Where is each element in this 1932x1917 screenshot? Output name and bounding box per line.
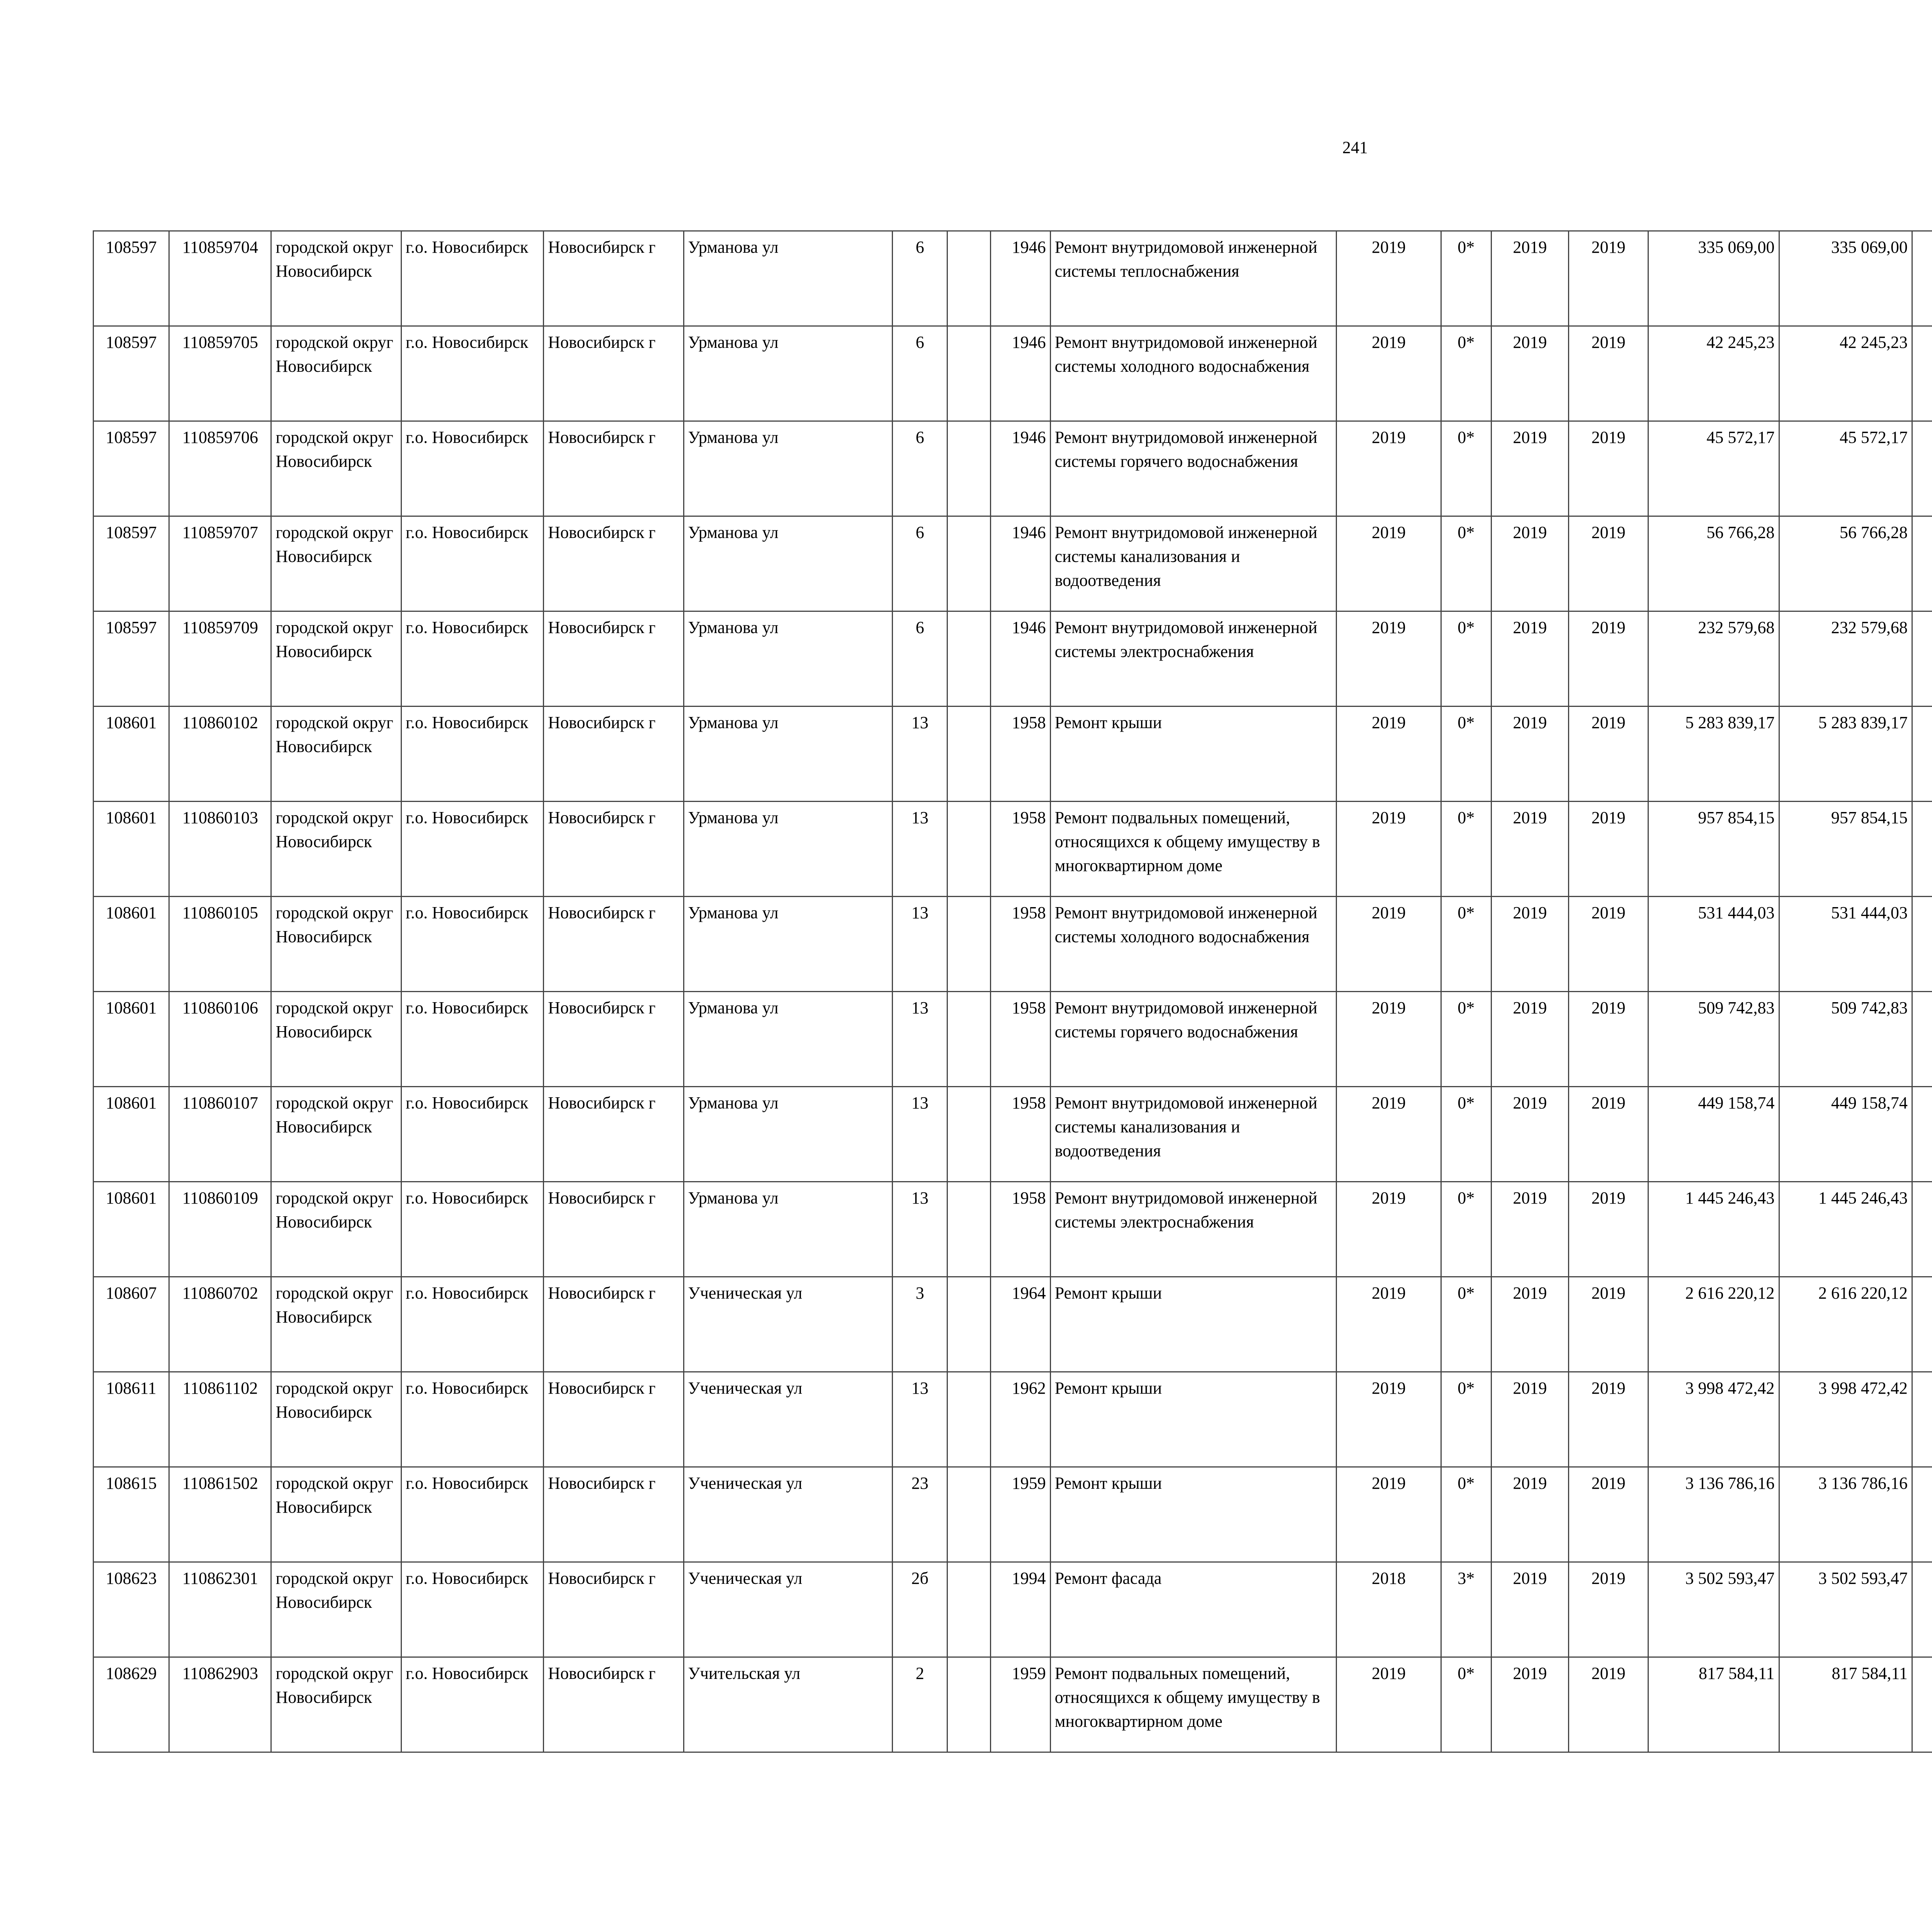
cell-work-type: Ремонт крыши [1050,1372,1337,1467]
cell-house: 13 [893,1182,947,1277]
cell-shift: 0* [1441,897,1491,992]
cell-municipality: г.о. Новосибирск [401,992,543,1087]
cell-district: городской округ Новосибирск [271,611,401,707]
cell-locality: Новосибирск г [544,1277,684,1372]
cell-id: 108601 [94,802,169,897]
cell-municipality: г.о. Новосибирск [401,611,543,707]
table-row [94,516,1932,611]
cell-street: Урманова ул [684,1182,893,1277]
cell-year-from: 2019 [1491,1372,1568,1467]
cell-house: 13 [893,1087,947,1182]
cell-municipality: г.о. Новосибирск [401,897,543,992]
cell-shift: 0* [1441,231,1491,326]
cell-id: 108607 [94,1277,169,1372]
cell-cost-total: 232 579,68 [1779,611,1912,707]
cell-building [947,707,991,802]
cell-shift: 0* [1441,1277,1491,1372]
cell-locality: Новосибирск г [544,1087,684,1182]
cell-street: Урманова ул [684,326,893,421]
cell-cost: 5 283 839,17 [1648,707,1779,802]
cell-work-type: Ремонт внутридомовой инженерной системы электроснабжения [1050,1182,1337,1277]
capital-repair-table [93,230,1932,1753]
cell-cost-total: 957 854,15 [1779,802,1912,897]
cell-house: 13 [893,897,947,992]
table-row [94,1182,1932,1277]
cell-house: 6 [893,421,947,516]
cell-street: Ученическая ул [684,1562,893,1657]
cell-cost-total: 531 444,03 [1779,897,1912,992]
cell-year-from: 2019 [1491,802,1568,897]
cell-year-from: 2019 [1491,707,1568,802]
cell-year-to: 2019 [1568,231,1648,326]
cell-street: Урманова ул [684,611,893,707]
cell-locality: Новосибирск г [544,1182,684,1277]
cell-cost: 42 245,23 [1648,326,1779,421]
cell-year-to: 2019 [1568,897,1648,992]
cell-street: Ученическая ул [684,1277,893,1372]
cell-building [947,992,991,1087]
cell-year-from: 2019 [1491,1467,1568,1562]
cell-cost-total: 56 766,28 [1779,516,1912,611]
cell-empty [1912,1562,1932,1657]
cell-municipality: г.о. Новосибирск [401,707,543,802]
cell-locality: Новосибирск г [544,992,684,1087]
cell-house: 3 [893,1277,947,1372]
cell-id: 108597 [94,516,169,611]
cell-cost-total: 509 742,83 [1779,992,1912,1087]
cell-code: 110862301 [169,1562,271,1657]
cell-shift: 0* [1441,1467,1491,1562]
cell-district: городской округ Новосибирск [271,1467,401,1562]
cell-empty [1912,992,1932,1087]
cell-cost: 2 616 220,12 [1648,1277,1779,1372]
cell-id: 108597 [94,611,169,707]
cell-locality: Новосибирск г [544,516,684,611]
table-row [94,611,1932,707]
cell-year-built: 1958 [991,707,1050,802]
table-row [94,421,1932,516]
cell-house: 13 [893,1372,947,1467]
cell-shift: 0* [1441,611,1491,707]
cell-locality: Новосибирск г [544,1657,684,1752]
cell-work-type: Ремонт подвальных помещений, относящихся к общему имуществу в многоквартирном доме [1050,802,1337,897]
cell-id: 108623 [94,1562,169,1657]
cell-year-to: 2019 [1568,516,1648,611]
cell-street: Ученическая ул [684,1467,893,1562]
cell-year-to: 2019 [1568,326,1648,421]
table-row [94,1467,1932,1562]
cell-district: городской округ Новосибирск [271,1657,401,1752]
cell-year-from: 2019 [1491,1182,1568,1277]
cell-street: Урманова ул [684,897,893,992]
cell-street: Урманова ул [684,707,893,802]
cell-year-built: 1958 [991,897,1050,992]
cell-building [947,421,991,516]
cell-year-built: 1946 [991,516,1050,611]
cell-locality: Новосибирск г [544,897,684,992]
cell-house: 13 [893,802,947,897]
cell-district: городской округ Новосибирск [271,1182,401,1277]
cell-year-from: 2019 [1491,1087,1568,1182]
cell-cost: 817 584,11 [1648,1657,1779,1752]
cell-district: городской округ Новосибирск [271,897,401,992]
cell-cost: 531 444,03 [1648,897,1779,992]
cell-cost: 232 579,68 [1648,611,1779,707]
cell-locality: Новосибирск г [544,1372,684,1467]
cell-empty [1912,516,1932,611]
cell-work-type: Ремонт фасада [1050,1562,1337,1657]
cell-work-type: Ремонт внутридомовой инженерной системы теплоснабжения [1050,231,1337,326]
cell-cost-total: 449 158,74 [1779,1087,1912,1182]
cell-work-type: Ремонт внутридомовой инженерной системы канализования и водоотведения [1050,516,1337,611]
cell-year-plan: 2019 [1337,897,1441,992]
cell-cost: 509 742,83 [1648,992,1779,1087]
cell-municipality: г.о. Новосибирск [401,1182,543,1277]
table-row [94,1562,1932,1657]
cell-code: 110860702 [169,1277,271,1372]
cell-work-type: Ремонт внутридомовой инженерной системы горячего водоснабжения [1050,421,1337,516]
cell-work-type: Ремонт крыши [1050,1467,1337,1562]
cell-id: 108597 [94,326,169,421]
cell-shift: 0* [1441,326,1491,421]
cell-year-built: 1958 [991,1087,1050,1182]
cell-empty [1912,1657,1932,1752]
cell-code: 110859705 [169,326,271,421]
cell-house: 6 [893,611,947,707]
cell-work-type: Ремонт крыши [1050,1277,1337,1372]
cell-house: 2 [893,1657,947,1752]
cell-cost-total: 335 069,00 [1779,231,1912,326]
cell-empty [1912,326,1932,421]
cell-building [947,611,991,707]
cell-district: городской округ Новосибирск [271,1277,401,1372]
cell-year-plan: 2019 [1337,1657,1441,1752]
cell-year-built: 1946 [991,611,1050,707]
cell-shift: 0* [1441,421,1491,516]
cell-id: 108597 [94,231,169,326]
cell-municipality: г.о. Новосибирск [401,421,543,516]
cell-year-from: 2019 [1491,1277,1568,1372]
cell-empty [1912,1467,1932,1562]
cell-cost: 56 766,28 [1648,516,1779,611]
cell-year-plan: 2019 [1337,992,1441,1087]
cell-cost-total: 2 616 220,12 [1779,1277,1912,1372]
cell-empty [1912,1277,1932,1372]
cell-year-to: 2019 [1568,1657,1648,1752]
cell-locality: Новосибирск г [544,231,684,326]
table-row [94,326,1932,421]
cell-empty [1912,611,1932,707]
cell-code: 110861502 [169,1467,271,1562]
cell-id: 108601 [94,992,169,1087]
table-row [94,707,1932,802]
cell-shift: 0* [1441,1372,1491,1467]
cell-municipality: г.о. Новосибирск [401,1562,543,1657]
cell-empty [1912,802,1932,897]
cell-year-to: 2019 [1568,1372,1648,1467]
cell-municipality: г.о. Новосибирск [401,231,543,326]
cell-locality: Новосибирск г [544,1467,684,1562]
cell-street: Урманова ул [684,231,893,326]
cell-year-to: 2019 [1568,1087,1648,1182]
cell-year-built: 1959 [991,1657,1050,1752]
cell-locality: Новосибирск г [544,707,684,802]
cell-locality: Новосибирск г [544,611,684,707]
cell-shift: 0* [1441,516,1491,611]
cell-year-built: 1962 [991,1372,1050,1467]
cell-house: 6 [893,326,947,421]
page-number: 241 [1342,138,1368,157]
cell-id: 108611 [94,1372,169,1467]
cell-shift: 0* [1441,992,1491,1087]
cell-year-to: 2019 [1568,992,1648,1087]
cell-shift: 0* [1441,802,1491,897]
cell-code: 110862903 [169,1657,271,1752]
cell-municipality: г.о. Новосибирск [401,1372,543,1467]
cell-building [947,1657,991,1752]
cell-code: 110860105 [169,897,271,992]
cell-year-built: 1958 [991,802,1050,897]
table-row [94,802,1932,897]
cell-municipality: г.о. Новосибирск [401,802,543,897]
cell-year-to: 2019 [1568,611,1648,707]
cell-id: 108601 [94,1182,169,1277]
cell-district: городской округ Новосибирск [271,802,401,897]
cell-cost: 3 136 786,16 [1648,1467,1779,1562]
cell-empty [1912,707,1932,802]
cell-cost-total: 3 136 786,16 [1779,1467,1912,1562]
cell-work-type: Ремонт подвальных помещений, относящихся к общему имуществу в многоквартирном доме [1050,1657,1337,1752]
cell-street: Учительская ул [684,1657,893,1752]
cell-year-built: 1959 [991,1467,1050,1562]
cell-year-to: 2019 [1568,1562,1648,1657]
table-row [94,231,1932,326]
table-row [94,1372,1932,1467]
cell-code: 110861102 [169,1372,271,1467]
cell-year-to: 2019 [1568,707,1648,802]
cell-district: городской округ Новосибирск [271,1087,401,1182]
cell-id: 108601 [94,707,169,802]
cell-code: 110859709 [169,611,271,707]
cell-cost-total: 42 245,23 [1779,326,1912,421]
cell-cost: 957 854,15 [1648,802,1779,897]
cell-code: 110860102 [169,707,271,802]
cell-street: Урманова ул [684,516,893,611]
cell-code: 110860109 [169,1182,271,1277]
cell-building [947,231,991,326]
cell-district: городской округ Новосибирск [271,326,401,421]
cell-street: Ученическая ул [684,1372,893,1467]
cell-code: 110859706 [169,421,271,516]
cell-cost-total: 817 584,11 [1779,1657,1912,1752]
cell-code: 110859707 [169,516,271,611]
table-row [94,897,1932,992]
cell-house: 23 [893,1467,947,1562]
cell-year-built: 1946 [991,231,1050,326]
cell-year-to: 2019 [1568,1467,1648,1562]
cell-building [947,1087,991,1182]
cell-cost: 1 445 246,43 [1648,1182,1779,1277]
cell-year-plan: 2019 [1337,707,1441,802]
cell-cost: 449 158,74 [1648,1087,1779,1182]
table-row [94,1087,1932,1182]
table-row [94,992,1932,1087]
cell-year-from: 2019 [1491,1562,1568,1657]
cell-building [947,516,991,611]
cell-year-plan: 2019 [1337,1372,1441,1467]
cell-year-built: 1958 [991,992,1050,1087]
cell-work-type: Ремонт внутридомовой инженерной системы горячего водоснабжения [1050,992,1337,1087]
cell-year-plan: 2019 [1337,1277,1441,1372]
cell-district: городской округ Новосибирск [271,1372,401,1467]
cell-cost-total: 5 283 839,17 [1779,707,1912,802]
cell-year-to: 2019 [1568,421,1648,516]
cell-empty [1912,421,1932,516]
cell-year-from: 2019 [1491,1657,1568,1752]
cell-house: 6 [893,516,947,611]
cell-building [947,1277,991,1372]
cell-district: городской округ Новосибирск [271,707,401,802]
cell-code: 110860107 [169,1087,271,1182]
cell-empty [1912,231,1932,326]
cell-district: городской округ Новосибирск [271,421,401,516]
cell-empty [1912,897,1932,992]
cell-locality: Новосибирск г [544,802,684,897]
cell-work-type: Ремонт внутридомовой инженерной системы электроснабжения [1050,611,1337,707]
cell-municipality: г.о. Новосибирск [401,326,543,421]
cell-house: 13 [893,992,947,1087]
cell-municipality: г.о. Новосибирск [401,1277,543,1372]
cell-year-plan: 2019 [1337,516,1441,611]
cell-year-plan: 2019 [1337,421,1441,516]
cell-street: Урманова ул [684,1087,893,1182]
cell-year-built: 1958 [991,1182,1050,1277]
cell-id: 108601 [94,1087,169,1182]
cell-id: 108629 [94,1657,169,1752]
cell-year-from: 2019 [1491,992,1568,1087]
cell-shift: 3* [1441,1562,1491,1657]
cell-year-plan: 2019 [1337,1467,1441,1562]
cell-street: Урманова ул [684,421,893,516]
cell-code: 110860103 [169,802,271,897]
cell-year-built: 1946 [991,421,1050,516]
cell-district: городской округ Новосибирск [271,231,401,326]
cell-district: городской округ Новосибирск [271,1562,401,1657]
cell-id: 108601 [94,897,169,992]
cell-work-type: Ремонт внутридомовой инженерной системы холодного водоснабжения [1050,897,1337,992]
cell-cost: 3 502 593,47 [1648,1562,1779,1657]
cell-building [947,802,991,897]
cell-municipality: г.о. Новосибирск [401,1087,543,1182]
cell-year-plan: 2019 [1337,802,1441,897]
cell-cost-total: 3 998 472,42 [1779,1372,1912,1467]
cell-year-built: 1946 [991,326,1050,421]
table-row [94,1277,1932,1372]
cell-house: 6 [893,231,947,326]
cell-building [947,1182,991,1277]
cell-year-plan: 2019 [1337,231,1441,326]
cell-cost-total: 3 502 593,47 [1779,1562,1912,1657]
cell-year-from: 2019 [1491,897,1568,992]
cell-cost-total: 45 572,17 [1779,421,1912,516]
cell-locality: Новосибирск г [544,421,684,516]
cell-year-to: 2019 [1568,1182,1648,1277]
cell-house: 13 [893,707,947,802]
cell-year-from: 2019 [1491,611,1568,707]
cell-work-type: Ремонт внутридомовой инженерной системы канализования и водоотведения [1050,1087,1337,1182]
cell-district: городской округ Новосибирск [271,992,401,1087]
cell-year-built: 1994 [991,1562,1050,1657]
cell-municipality: г.о. Новосибирск [401,516,543,611]
cell-building [947,897,991,992]
cell-building [947,326,991,421]
cell-locality: Новосибирск г [544,326,684,421]
cell-municipality: г.о. Новосибирск [401,1467,543,1562]
cell-shift: 0* [1441,707,1491,802]
cell-id: 108615 [94,1467,169,1562]
cell-year-plan: 2019 [1337,1087,1441,1182]
cell-work-type: Ремонт крыши [1050,707,1337,802]
cell-cost: 3 998 472,42 [1648,1372,1779,1467]
cell-year-from: 2019 [1491,231,1568,326]
cell-year-from: 2019 [1491,421,1568,516]
cell-empty [1912,1372,1932,1467]
cell-house: 2б [893,1562,947,1657]
cell-year-to: 2019 [1568,802,1648,897]
cell-work-type: Ремонт внутридомовой инженерной системы холодного водоснабжения [1050,326,1337,421]
cell-street: Урманова ул [684,802,893,897]
cell-shift: 0* [1441,1087,1491,1182]
cell-code: 110859704 [169,231,271,326]
cell-cost: 335 069,00 [1648,231,1779,326]
cell-year-from: 2019 [1491,516,1568,611]
cell-building [947,1467,991,1562]
cell-year-plan: 2019 [1337,326,1441,421]
cell-year-plan: 2019 [1337,611,1441,707]
cell-locality: Новосибирск г [544,1562,684,1657]
cell-year-plan: 2019 [1337,1182,1441,1277]
cell-year-built: 1964 [991,1277,1050,1372]
cell-id: 108597 [94,421,169,516]
cell-street: Урманова ул [684,992,893,1087]
cell-building [947,1372,991,1467]
cell-code: 110860106 [169,992,271,1087]
cell-year-plan: 2018 [1337,1562,1441,1657]
cell-year-to: 2019 [1568,1277,1648,1372]
cell-empty [1912,1182,1932,1277]
cell-empty [1912,1087,1932,1182]
cell-shift: 0* [1441,1657,1491,1752]
cell-district: городской округ Новосибирск [271,516,401,611]
table-row [94,1657,1932,1752]
cell-shift: 0* [1441,1182,1491,1277]
cell-cost-total: 1 445 246,43 [1779,1182,1912,1277]
cell-cost: 45 572,17 [1648,421,1779,516]
cell-year-from: 2019 [1491,326,1568,421]
cell-building [947,1562,991,1657]
cell-municipality: г.о. Новосибирск [401,1657,543,1752]
